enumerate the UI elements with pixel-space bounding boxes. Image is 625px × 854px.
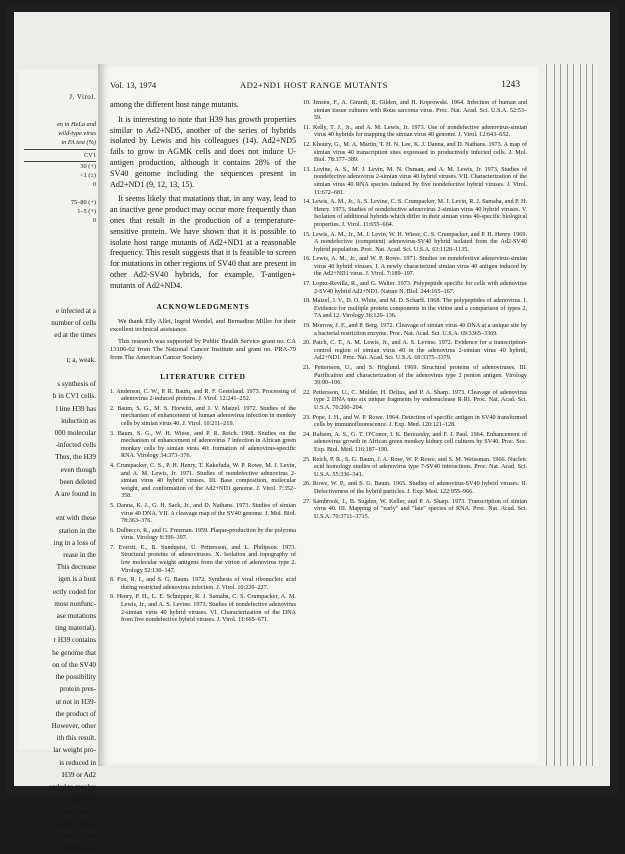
left-page-line: is reduced in (59, 758, 96, 767)
body-paragraph-1: among the different host range mutants. (110, 100, 239, 109)
left-page-line: eeded to resolve (49, 782, 96, 791)
left-page-line: station in the (58, 526, 96, 535)
left-page-line: protein pres- (59, 685, 96, 694)
left-page-line: r H39 contains (53, 636, 96, 645)
left-page-fragment (18, 70, 99, 852)
left-page-line: ase mutations (56, 612, 96, 621)
reference-entry: 5. Danna, K. J., G. H. Sack, Jr., and D. Nathans. 1973. Studies of simian virus 40 DNA. VII. A cleavage map of the SV40 genome. J. Mol. Biol. 78:363–376. (110, 502, 296, 525)
reference-entry: 11. Kelly, T. J., Jr., and A. M. Lewis, Jr. 1973. Use of nondefective adenovirus-simian virus 40 hybrids for mapping the simian virus 40 genome. J. Virol. 12:643–652. (303, 124, 527, 139)
left-page-line: We are also (62, 831, 96, 840)
reference-entry: 16. Lewis, A. M., Jr., and W. P. Rowe. 1971. Studies on nondefective adenovirus-simian virus 40 hybrid viruses. I. A newly characterized simian virus 40 antigen induced by the Ad2+ND1 virus. J. Virol. 7:189–197. (303, 256, 527, 278)
reference-entry: 15. Lewis, A. M., Jr., M. J. Levin, W. H. Wiese, C. S. Crumpacker, and P. H. Henry. 1969. A nondefective (competent) adenovirus-SV40 hybrid isolated from the Ad2-SV40 hybrid population. Proc. Nat. Acad. Sci. U.S.A. 63:1128–1135. (303, 231, 527, 253)
running-head (110, 80, 520, 94)
table-test-label: in FA test (%) (61, 139, 96, 146)
table-cell (24, 189, 96, 198)
reference-entry: 22. Pettersson, U., C. Mulder, H. Delius, and P. A. Sharp. 1973. Cleavage of adenovirus type 2 DNA into six unique fragments by endonuclease R·RI. Proc. Nat. Acad. Sci. U.S.A. 70:200–204. (303, 389, 527, 411)
left-page-line: ed at the times (54, 331, 96, 340)
left-page-line: n and type of (58, 807, 96, 816)
journal-label: J. Virol. (69, 93, 96, 101)
reference-entry: 21. Pettersson, U., and S. Höglund. 1969. Structural proteins of adenoviruses. III. Purification and characterization of the adenovirus type 2 penton antigen. Virology 39:90–106. (303, 365, 527, 387)
reference-list-right (303, 100, 527, 523)
left-page-line: induction as (61, 416, 96, 425)
left-page-line: most nonfunc- (54, 599, 96, 608)
running-head-volume: Vol. 13, 1974 (110, 80, 157, 90)
acknowledgment-2: This research was supported by Public Health Service grant no. CA 13106-02 from The National Cancer Institute and grant no. PRA-79 from The American Cancer Society. (110, 337, 296, 361)
left-page-line: ing in a loss of (53, 538, 96, 547)
table-cell: 75–80 (+) (70, 199, 96, 206)
reference-entry: 6. Dulbecco, R., and G. Freeman. 1959. Plaque-production by the polyoma virus. Virology 8:396–397. (110, 527, 296, 542)
body-paragraph-2: It is interesting to note that H39 has growth properties similar to Ad2+ND5, another of the series of hybrids isolated by Lewis and his colleagues (14). Ad2+ND5 fails to grow in AGMK cells and does not induce U-antigen production, although it contains 28% of the SV40 genome including the sequences present in Ad2+ND1 (9, 12, 13, 15). (110, 114, 296, 189)
right-page (98, 64, 538, 766)
acknowledgments-heading: ACKNOWLEDGMENTS (156, 301, 250, 311)
left-page-header (24, 92, 96, 102)
left-page-line: number of cells (51, 319, 96, 328)
left-page-line: on of the SV40 (52, 660, 96, 669)
left-page-line: s synthesis of (57, 380, 96, 389)
left-page-line: even though (60, 465, 96, 474)
table-caption-line: wild-type virus (58, 130, 96, 137)
left-column (110, 100, 296, 627)
left-page-text (22, 305, 96, 854)
page-number: 1243 (501, 80, 520, 90)
left-page-line: ent with these (56, 514, 96, 523)
reference-entry: 9. Henry, P. H., L. E. Schnipper, R. J. Samaha, C. S. Crumpacker, A. M. Lewis, Jr., and A. S. Levine. 1973. Studies of nondefective adenovirus 2-simian virus 40 hybrid viruses. VI. Characterization of the DNA from five nondefective hybrid viruses. J. Virol. 11:665–671. (110, 594, 296, 624)
table-column-header: CV1 (24, 149, 96, 162)
left-page-line (22, 500, 96, 512)
reference-entry: 25. Reich, P. R., S. G. Baum, J. A. Rose, W. P. Rowe, and S. M. Weissman. 1966. Nucleic acid homology studies of adenovirus type 7-SV40 interactions. Proc. Nat. Acad. Sci. U.S.A. 55:336–341. (303, 456, 527, 478)
left-page-line: the possibility (55, 673, 96, 682)
left-page-line: -infected cells (55, 441, 96, 450)
left-page-line: However, other (51, 721, 96, 730)
table-cell: 1–5 (+) (77, 208, 96, 215)
reference-entry: 13. Levine, A. S., M. J. Levin, M. N. Oxman, and A. M. Lewis, Jr. 1973. Studies of nondefective adenovirus 2-simian virus 40 hybrid viruses. VII. Characterization of the simian virus 40 RNA species induced by five nondefective hybrid viruses. J. Virol. 11:672–681. (303, 166, 527, 196)
left-page-line: recombination (54, 843, 96, 852)
reference-entry: 7. Everitt, E., B. Sundquist, U. Pettersson, and L. Philipson. 1973. Structural proteins of adenoviruses. X. Isolation and topography of low molecular weight antigens from the virion of adenovirus type 2. Virology 52:130–147. (110, 544, 296, 574)
reference-entry: 19. Morrow, J. F., and P. Berg. 1972. Cleavage of simian virus 40 DNA at a unique site by a bacterial restriction enzyme. Proc. Nat. Acad. Sci. U.S.A. 69:3365–3369. (303, 323, 527, 337)
table-cell: 0 (92, 181, 96, 188)
reference-entry: 3. Baum, S. G., W. H. Wiese, and P. R. Reich. 1968. Studies on the mechanism of enhancement of adenovirus 7 infection in African green monkey cells by simian virus 40: formation of adenovirus-specific RNA. Virology 34:373–376. (110, 430, 296, 460)
reference-entry: 2. Baum, S. G., M. S. Horwitz, and J. V. Maizel. 1972. Studies of the mechanism of enhancement of human adenovirus infection in monkey cells by simian virus 40. J. Virol. 10:211–219. (110, 405, 296, 427)
table-caption-line: en in HeLa and (56, 121, 96, 128)
body-paragraph-3: It seems likely that mutations that, in any way, lead to an inactive gene product may occur more frequently than ones that result in the production of a temperature-sensitive protein. We have shown that it is possible to isolate host range mutants of Ad2+ND1 at a reasonable frequency. This result suggests that it is feasible to screen for mutations in other regions of SV40 that are present in other Ad2-SV40 hybrids, for example, T-antigen+ mutants of Ad2+ND4. (110, 194, 296, 290)
running-head-title: AD2+ND1 HOST RANGE MUTANTS (240, 80, 388, 90)
left-page-line: ith this result. (56, 734, 96, 743)
reference-entry: 17. Lopez-Revilla, R., and G. Walter. 1973. Polypeptide specific for cells with adenovirus 2-SV40 hybrid Ad2+ND1. Nature N. Biol. 244:165–167. (303, 281, 527, 295)
left-page-line: lar weight pro- (53, 746, 96, 755)
reference-entry: 14. Lewis, A. M., Jr., A. S. Levine, C. S. Crumpacker, M. J. Levin, R. J. Samaha, and P. H. Henry. 1973. Studies of nondefective adenovirus 2-simian virus 40 hybrid viruses. V. Isolation of additional hybrids which differ in their simian virus 40-specific biological properties. J. Virol. 11:655–664. (303, 199, 527, 228)
table-cell: 30 (+) (80, 163, 96, 170)
reference-entry: 20. Patch, C. T., A. M. Lewis, Jr., and A. S. Levine. 1972. Evidence for a transcription-control region of simian virus 40 in the adenovirus 2-simian virus 40 hybrid, Ad2+ND1. Proc. Nat. Acad. Sci. U.S.A. 69:3375–3379. (303, 340, 527, 362)
reference-entry: 8. Fox, R. I., and S. G. Baum. 1972. Synthesis of viral ribonucleic acid during restricted adenovirus infection. J. Virol. 10:220–227. (110, 577, 296, 591)
table-cell: <1 (±) (80, 172, 96, 179)
left-page-line: Thus, the H39 (55, 453, 96, 462)
left-page-line: h in CV1 cells. (52, 392, 96, 401)
reference-entry: 27. Sambrook, J., B. Sugden, W. Keller, and P. A. Sharp. 1973. Transcription of simian virus 40. III. Mapping of "early" and "late" species of RNA. Proc. Nat. Acad. Sci. U.S.A. 70:3711–3715. (303, 498, 527, 520)
left-page-line: l line H39 has (55, 404, 96, 413)
left-page-line: can approach (57, 795, 96, 804)
reference-entry: 24. Rabson, A. S., G. T. O'Conor, I. K. Berezesky, and F. J. Paul. 1964. Enhancement of adenovirus growth in African green monkey kidney cell cultures by SV40. Proc. Soc. Exp. Biol. Med. 116:187–190. (303, 431, 527, 453)
left-page-line: A are found in (54, 490, 96, 499)
left-page-line: e infected at a (55, 307, 96, 315)
left-page-line (22, 366, 96, 378)
left-page-line: the product of (55, 709, 96, 718)
table-cell: 0 (92, 217, 96, 224)
left-page-line: ut not in H39- (55, 697, 96, 706)
left-page-table (24, 120, 96, 225)
left-page-line: 000 molecular (54, 429, 96, 438)
book-page-edges (538, 64, 598, 766)
reference-entry: 12. Khoury, G., M. A. Martin, T. H. N. Lee, K. J. Danna, and D. Nathans. 1973. A map of simian virus 40 transcription sites expressed in productively infected cells. J. Mol. Biol. 78:377–389. (303, 141, 527, 164)
left-page-line (22, 342, 96, 354)
reference-entry: 26. Rowe, W. P., and S. G. Baum. 1965. Studies of adenovirus-SV40 hybrid viruses. II. Defectiveness of the hybrid particles. J. Exp. Med. 122:955–966. (303, 481, 527, 495)
left-page-line: rease in the (63, 551, 96, 560)
reference-entry: 10. Jensen, F., A. Girardi, R. Gilden, and H. Koprowski. 1964. Infection of human and simian tissue cultures with Rous sarcoma virus. Proc. Nat. Acad. Sci. U.S.A. 52:53–59. (303, 100, 527, 122)
acknowledgment-1: We thank Elly Allet, Ingrid Wendel, and Bernadine Miller for their excellent technical assistance. (110, 318, 296, 334)
left-page-line: ertants includ- (54, 819, 96, 828)
left-page-line: This decrease (56, 563, 96, 572)
reference-entry: 23. Pope, J. H., and W. P. Rowe. 1964. Detection of specific antigen in SV40 transformed cells by immunofluorescence. J. Exp. Med. 120:121–128. (303, 414, 527, 429)
reference-entry: 1. Anderson, C. W., P. R. Baum, and R. F. Gesteland. 1973. Processing of adenovirus 2-induced proteins. J. Virol. 12:241–252. (110, 388, 296, 403)
reference-entry: 18. Maizel, J. V., D. O. White, and M. D. Scharff. 1968. The polypeptides of adenovirus. I. Evidence for multiple protein components in the virion and a comparison of types 2, 7A and 12. Virology 36:126–136. (303, 298, 527, 320)
literature-cited-heading: LITERATURE CITED (160, 371, 246, 381)
left-page-line: H39 or Ad2 (62, 770, 96, 779)
left-page-line: he genome that (52, 648, 96, 657)
left-page-line: ectly coded for (52, 587, 96, 596)
left-page-line: igen is a host (58, 575, 96, 584)
left-page-line: t; a, weak. (66, 355, 96, 364)
reference-entry: 4. Crumpacker, C. S., P. H. Henry, T. Kakefuda, W. P. Rowe, M. J. Levin, and A. M. Lewis, Jr. 1971. Studies of nondefective adenovirus 2-simian virus 40 hybrid viruses. III. Base composition, molecular weight, and conformation of the Ad2+ND1 genome. J. Virol. 7:352–358. (110, 462, 296, 500)
reference-list-left (110, 389, 296, 625)
left-page-line: ting material). (55, 624, 96, 633)
left-page-line: been deleted (59, 477, 96, 486)
